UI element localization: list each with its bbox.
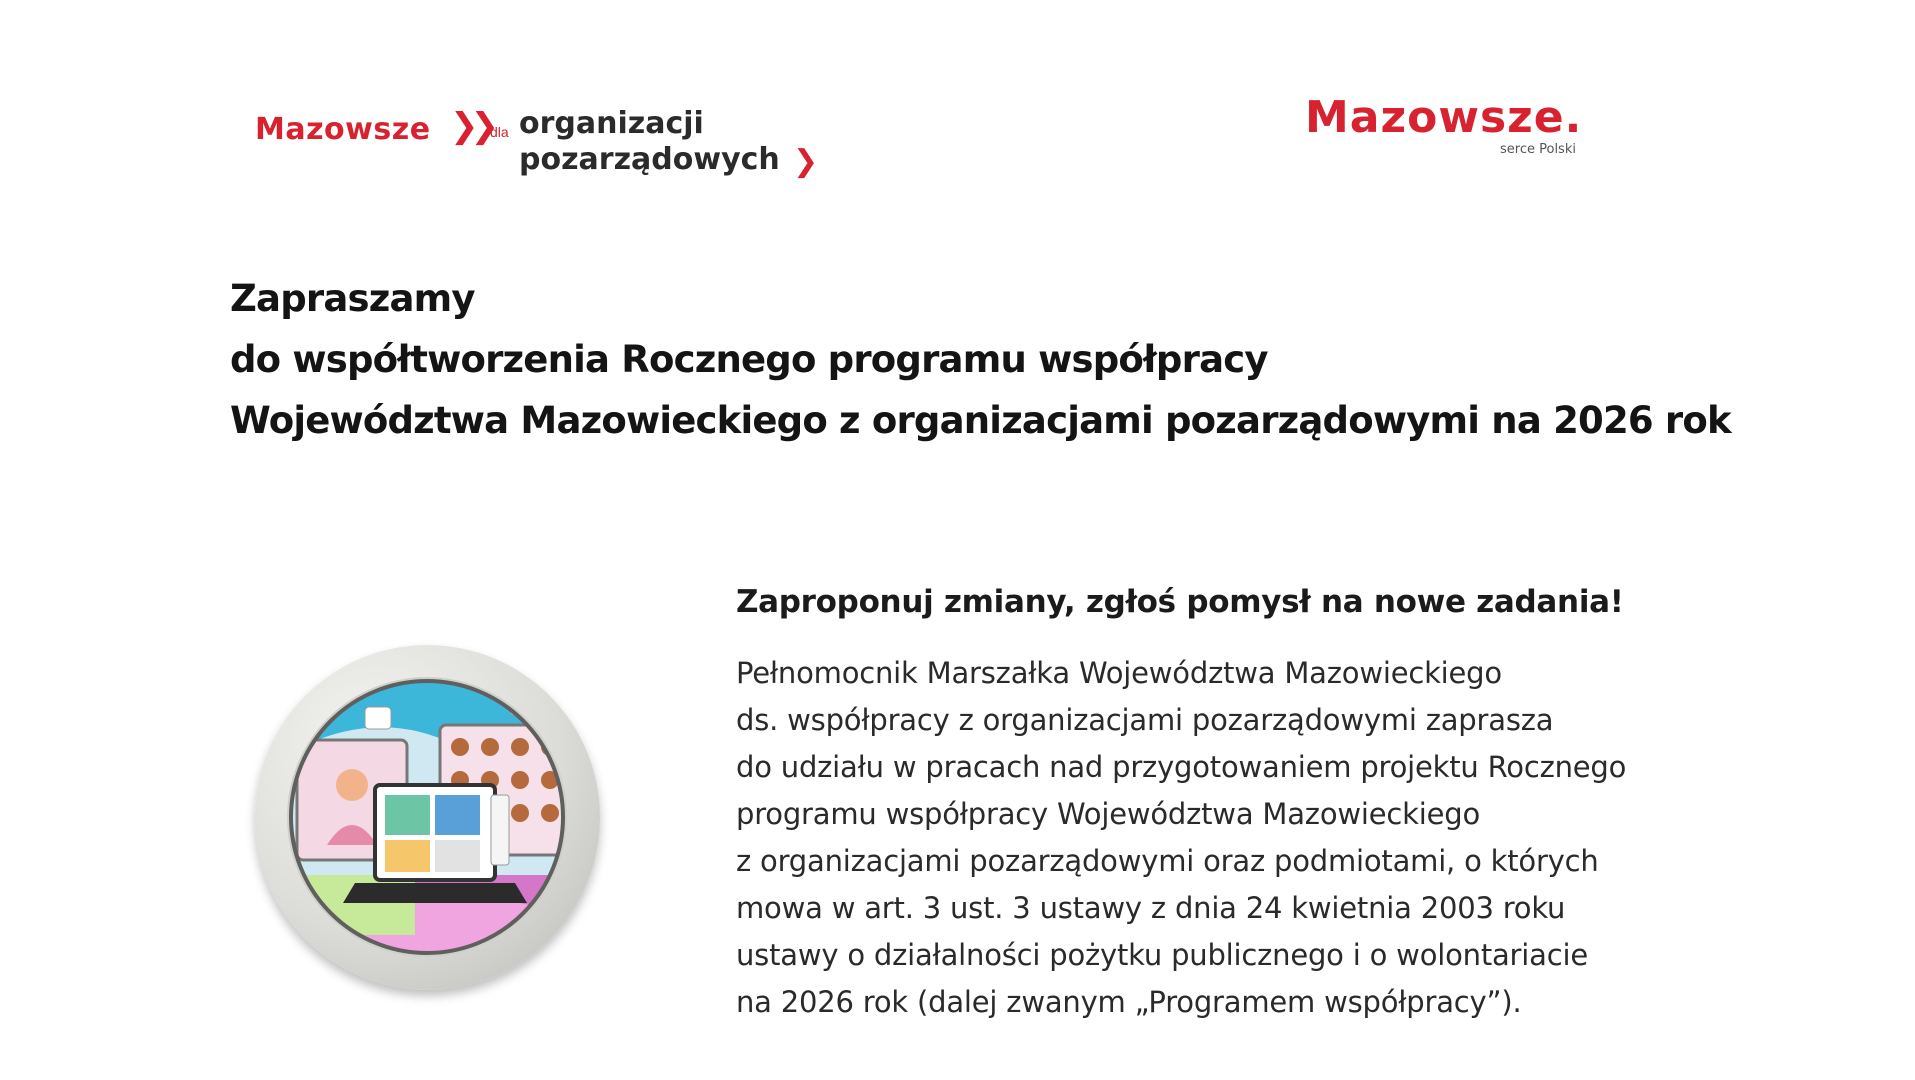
heading-line: Zapraszamy xyxy=(230,277,475,320)
body-line: z organizacjami pozarządowymi oraz podmiotami, o których xyxy=(736,844,1599,878)
body-line: ustawy o działalności pożytku publicznego i o wolontariacie xyxy=(736,938,1588,972)
double-chevron-icon: ❯❯ xyxy=(450,106,491,146)
logo-tagline: serce Polski xyxy=(1500,142,1576,157)
heading-line: Województwa Mazowieckiego z organizacjami pozarządowymi na 2026 rok xyxy=(230,399,1731,442)
ngo-program-logo xyxy=(255,104,819,184)
page-heading xyxy=(230,268,1730,451)
video-conference-badge xyxy=(255,645,600,990)
logo-brand-big-text: Mazowsze. xyxy=(1305,92,1583,143)
logo-dla-text: dla xyxy=(490,124,509,140)
body-line: Pełnomocnik Marszałka Województwa Mazowieckiego xyxy=(736,656,1502,690)
logo-line1-text: organizacji xyxy=(519,106,704,141)
video-conference-icon xyxy=(255,645,600,990)
body-line: programu współpracy Województwa Mazowieckiego xyxy=(736,797,1480,831)
body-line: na 2026 rok (dalej zwanym „Programem współpracy”). xyxy=(736,985,1522,1019)
body-line: mowa w art. 3 ust. 3 ustawy z dnia 24 kwietnia 2003 roku xyxy=(736,891,1566,925)
chevron-right-icon: ❯ xyxy=(793,144,819,179)
section-subtitle: Zaproponuj zmiany, zgłoś pomysł na nowe zadania! xyxy=(736,584,1624,620)
body-line: do udziału w pracach nad przygotowaniem projektu Rocznego xyxy=(736,750,1627,784)
heading-line: do współtworzenia Rocznego programu współpracy xyxy=(230,338,1268,381)
logo-brand-text: Mazowsze xyxy=(255,112,431,147)
body-line: ds. współpracy z organizacjami pozarządowymi zaprasza xyxy=(736,703,1554,737)
body-paragraph xyxy=(736,650,1786,1026)
logo-line2-text: pozarządowych xyxy=(519,142,780,177)
mazowsze-logo xyxy=(1305,92,1615,162)
